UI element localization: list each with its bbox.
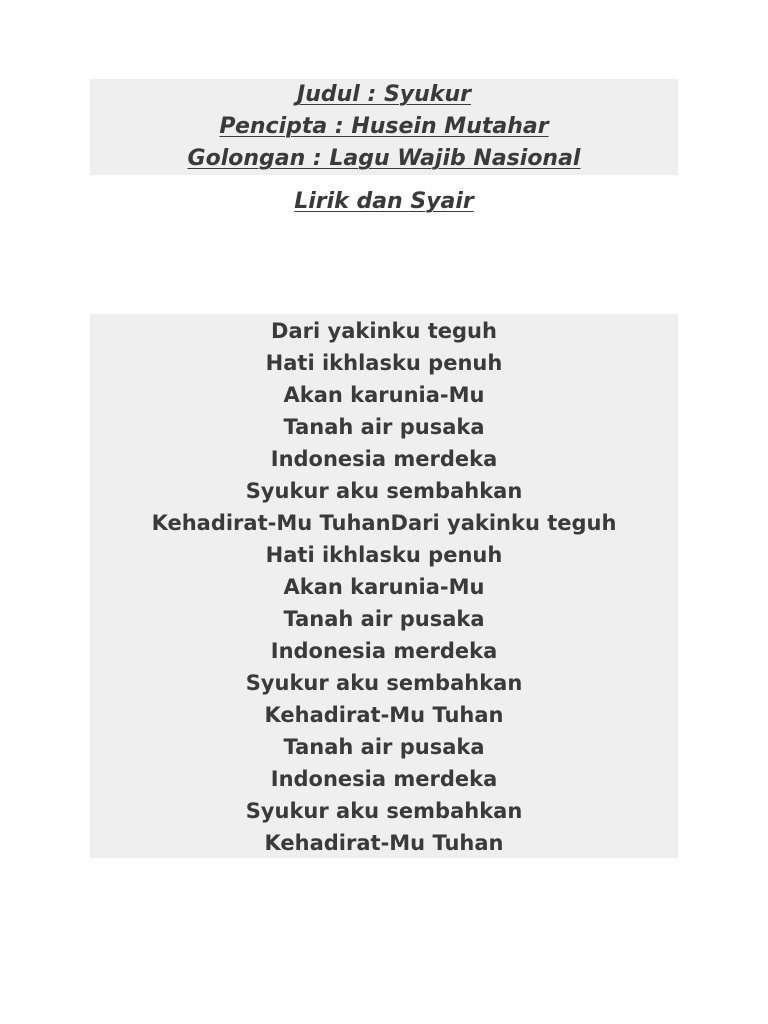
song-composer: Pencipta : Husein Mutahar (219, 114, 549, 139)
lyric-line: Kehadirat-Mu Tuhan (264, 703, 504, 727)
lyric-line: Indonesia merdeka (270, 767, 498, 791)
song-title: Judul : Syukur (297, 82, 471, 107)
lyrics-block (90, 314, 678, 858)
lyric-line: Tanah air pusaka (283, 607, 485, 631)
lyric-line: Indonesia merdeka (270, 639, 498, 663)
song-info-block (90, 79, 678, 175)
lyric-line: Akan karunia-Mu (283, 575, 485, 599)
lyric-line: Syukur aku sembahkan (245, 479, 523, 503)
lyric-line: Dari yakinku teguh (271, 319, 497, 343)
lyric-line: Hati ikhlasku penuh (265, 543, 503, 567)
lyric-line: Indonesia merdeka (270, 447, 498, 471)
lyrics-heading: Lirik dan Syair (294, 189, 474, 214)
song-category: Golongan : Lagu Wajib Nasional (187, 146, 581, 171)
lyrics-list (90, 315, 678, 859)
lyric-line: Kehadirat-Mu Tuhan (264, 831, 504, 855)
lyric-line: Hati ikhlasku penuh (265, 351, 503, 375)
lyric-line: Kehadirat-Mu TuhanDari yakinku teguh (151, 511, 617, 535)
lyric-line: Tanah air pusaka (283, 735, 485, 759)
lyric-line: Tanah air pusaka (283, 415, 485, 439)
lyric-line: Akan karunia-Mu (283, 383, 485, 407)
lyric-line: Syukur aku sembahkan (245, 799, 523, 823)
lyric-line: Syukur aku sembahkan (245, 671, 523, 695)
